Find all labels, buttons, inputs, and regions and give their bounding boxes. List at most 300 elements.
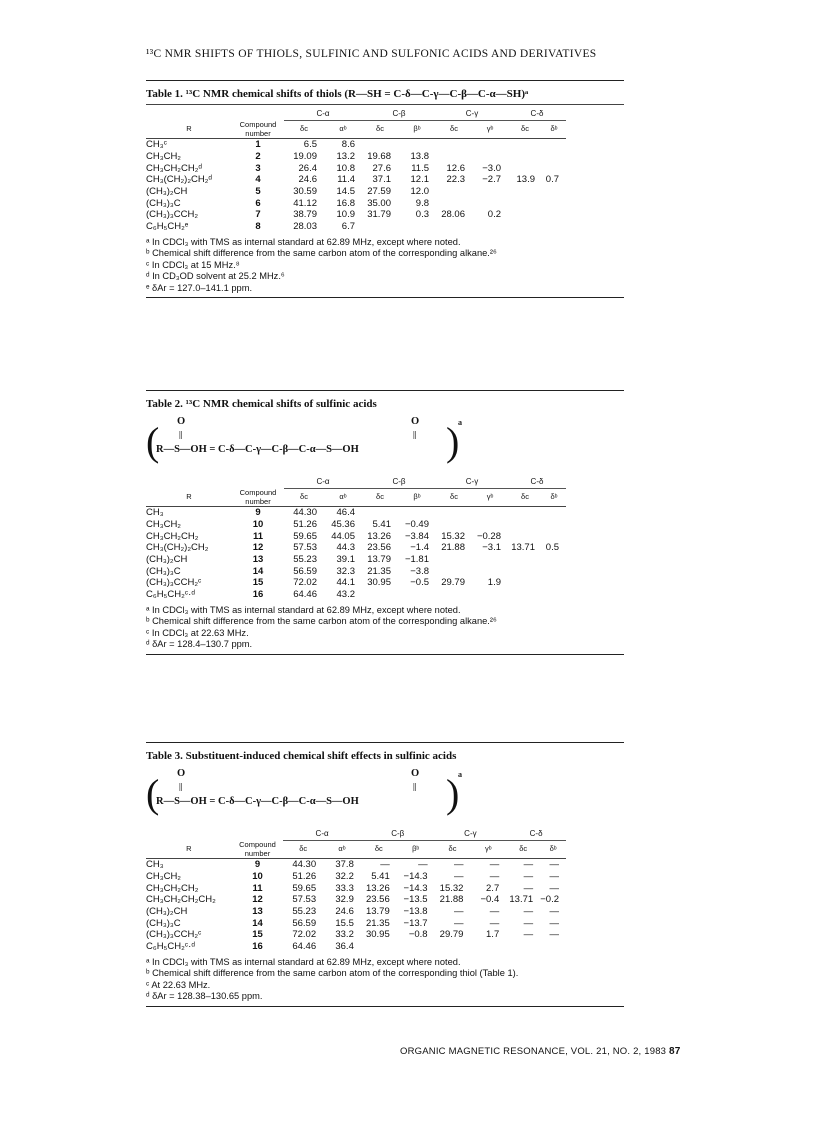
shift-value-cell (506, 941, 540, 953)
column-subheader: δc (508, 121, 542, 139)
shift-value-cell (436, 151, 472, 163)
shift-value-cell (508, 519, 542, 531)
shift-value-cell (361, 941, 397, 953)
shift-value-cell: 0.7 (545, 174, 559, 186)
shift-value-cell: 12.6 (446, 162, 465, 174)
shift-value-cell (470, 941, 506, 953)
shift-value-cell: −0.5 (410, 577, 429, 589)
shift-value-cell: 5.41 (372, 518, 391, 530)
compound-number-header: Compound number (232, 840, 284, 859)
shift-value-cell (542, 186, 566, 198)
page-number: 87 (669, 1046, 681, 1057)
shift-value-cell: — (549, 870, 559, 882)
column-subheader: δc (508, 489, 542, 507)
shift-value-cell: — (453, 859, 464, 871)
shift-value-cell: −3.84 (404, 530, 429, 542)
formula-oxygen-left: O (177, 768, 186, 779)
formula-chain: C-δ—C-γ—C-β—C-α—S—OH (218, 796, 359, 807)
shift-value-cell: 72.02 (292, 929, 317, 941)
table-row (146, 589, 566, 601)
column-group-header: C-α (284, 108, 362, 120)
formula-equals: = (206, 444, 218, 455)
shift-value-cell: 44.30 (293, 507, 317, 519)
shift-value-cell (362, 507, 398, 519)
formula-oxygen-right: O (411, 416, 420, 427)
r-group-header: R (146, 489, 232, 507)
column-subheader: γᵇ (470, 841, 506, 859)
shift-value-cell: — (489, 870, 500, 882)
shift-value-cell: −0.8 (408, 929, 428, 941)
column-subheader: δᵇ (540, 841, 566, 859)
table-top-rule (146, 742, 624, 743)
shift-value-cell: 8.6 (341, 139, 355, 151)
table-row (146, 941, 566, 953)
table-row (146, 519, 566, 531)
shift-value-cell (542, 507, 566, 519)
shift-value-cell: 44.3 (336, 542, 355, 554)
table-row (146, 174, 566, 186)
shift-value-cell: 41.12 (293, 197, 317, 209)
shift-value-cell: −13.7 (403, 917, 428, 929)
column-group-header: C-α (284, 476, 362, 488)
compound-number-cell: 6 (255, 197, 261, 209)
shift-value-cell: 21.88 (441, 542, 465, 554)
table-caption: Table 1. ¹³C NMR chemical shifts of thiols (R—SH = C-δ—C-γ—C-β—C-α—SH)ᵃ (146, 88, 529, 100)
shift-value-cell (397, 941, 435, 953)
shift-value-cell (508, 186, 542, 198)
footnote: ᵇ Chemical shift difference from the same carbon atom of the corresponding thiol (Table 1). (146, 968, 519, 979)
column-subheader: δc (362, 489, 398, 507)
shift-value-cell: 12.1 (410, 174, 429, 186)
table-row (146, 542, 566, 554)
table-row (146, 139, 566, 151)
r-group-cell: CH₃ (146, 859, 164, 871)
right-parenthesis: ) (446, 419, 460, 464)
shift-value-cell: 24.6 (335, 906, 354, 918)
shift-value-cell: — (523, 882, 534, 894)
table-row (146, 198, 566, 210)
r-group-cell: (CH₃)₃C (146, 917, 181, 929)
formula-main-line (156, 796, 359, 807)
table-row (146, 163, 566, 175)
compound-number-cell: 9 (254, 859, 261, 871)
r-group-cell: CH₃CH₂ (146, 518, 181, 530)
formula-chain: C-δ—C-γ—C-β—C-α—S—OH (218, 444, 359, 455)
compound-number-cell: 10 (252, 518, 264, 530)
shift-value-cell (472, 507, 508, 519)
shift-value-cell (472, 186, 508, 198)
footnote: ᶜ At 22.63 MHz. (146, 979, 211, 990)
r-group-cell: CH₃CH₂CH₂ᵈ (146, 162, 202, 174)
shift-value-cell: 0.2 (487, 209, 501, 221)
shift-value-cell: 56.59 (293, 565, 317, 577)
shift-value-cell: 59.65 (292, 882, 317, 894)
sulfinic-acid-formula (146, 764, 624, 828)
column-group-header: C-γ (435, 828, 507, 840)
shift-value-cell: — (489, 917, 500, 929)
shift-value-cell: 16.8 (336, 197, 355, 209)
table-bottom-rule (146, 297, 624, 298)
shift-value-cell (436, 221, 472, 233)
shift-value-cell: −14.3 (403, 870, 428, 882)
shift-value-cell: 64.46 (293, 589, 317, 601)
r-group-cell: CH₃CH₂ (146, 870, 181, 882)
table-bottom-rule (146, 654, 624, 655)
column-subheader: αᵇ (323, 841, 361, 859)
column-subheader: δᵇ (542, 489, 566, 507)
table-row (146, 554, 566, 566)
table-row (146, 151, 566, 163)
table-footnotes (146, 605, 624, 651)
shift-value-cell: 13.26 (365, 882, 390, 894)
footnote: ᵈ In CD₃OD solvent at 25.2 MHz.⁶ (146, 271, 285, 282)
formula-double-bond-left: || (179, 430, 183, 439)
shift-value-cell: 33.3 (335, 882, 354, 894)
compound-number-cell: 16 (252, 941, 263, 953)
shift-value-cell: 32.3 (336, 565, 355, 577)
r-group-header: R (146, 121, 232, 139)
shift-value-cell (508, 221, 542, 233)
shift-value-cell (436, 198, 472, 210)
shift-value-cell: 28.06 (441, 209, 465, 221)
column-group-header: C-β (361, 828, 435, 840)
r-group-header: R (146, 841, 232, 859)
shift-value-cell (472, 519, 508, 531)
shift-value-cell (542, 221, 566, 233)
table-row (146, 566, 566, 578)
shift-value-cell (472, 139, 508, 151)
r-group-cell: C₆H₅CH₂ᶜ·ᵈ (146, 941, 195, 953)
compound-number-cell: 5 (255, 186, 261, 198)
compound-number-cell: 9 (255, 507, 261, 519)
table-row (146, 918, 566, 930)
r-group-cell: (CH₃)₂CH (146, 554, 188, 566)
footnote: ᵉ δAr = 127.0–141.1 ppm. (146, 282, 253, 293)
shift-value-cell: 28.03 (293, 221, 317, 233)
footnote: ᵃ In CDCl₃ with TMS as internal standard at 62.89 MHz, except where noted. (146, 236, 461, 247)
table-row (146, 929, 566, 941)
shift-value-cell: 59.65 (293, 530, 317, 542)
shift-value-cell (436, 589, 472, 601)
compound-number-cell: 16 (252, 589, 264, 601)
shift-value-cell: 13.71 (509, 894, 534, 906)
shift-value-cell: 21.88 (439, 894, 464, 906)
column-subheader: δc (284, 121, 324, 139)
r-group-cell: CH₃CH₂ (146, 150, 181, 162)
shift-value-cell (542, 519, 566, 531)
shift-value-cell: — (380, 859, 390, 871)
nmr-table (146, 108, 566, 233)
shift-value-cell: −0.28 (476, 530, 501, 542)
column-subheader: δc (436, 121, 472, 139)
shift-value-cell: 51.26 (293, 518, 317, 530)
shift-value-cell: 57.53 (292, 894, 317, 906)
column-group-header: C-δ (508, 476, 566, 488)
compound-number-cell: 11 (252, 530, 264, 542)
table-row (146, 507, 566, 519)
compound-number-cell: 12 (252, 894, 263, 906)
shift-value-cell: — (489, 906, 500, 918)
shift-value-cell (542, 554, 566, 566)
left-parenthesis: ( (146, 771, 160, 816)
shift-value-cell (398, 507, 436, 519)
shift-value-cell: 33.2 (335, 929, 354, 941)
shift-value-cell: 15.32 (439, 882, 464, 894)
shift-value-cell (508, 554, 542, 566)
shift-value-cell: — (549, 859, 559, 871)
table-bottom-rule (146, 1006, 624, 1007)
r-group-cell: CH₃(CH₂)₂CH₂ᵈ (146, 174, 213, 186)
footnote: ᵇ Chemical shift difference from the same carbon atom of the corresponding alkane.²⁶ (146, 248, 497, 259)
shift-value-cell: — (549, 906, 559, 918)
shift-value-cell: 9.8 (415, 197, 429, 209)
shift-value-cell: 44.30 (292, 859, 317, 871)
compound-number-cell: 8 (255, 221, 261, 233)
shift-value-cell (436, 139, 472, 151)
shift-value-cell: −14.3 (403, 882, 428, 894)
compound-number-cell: 14 (252, 917, 263, 929)
shift-value-cell (472, 221, 508, 233)
shift-value-cell: 31.79 (367, 209, 391, 221)
shift-value-cell: 37.8 (335, 859, 354, 871)
compound-number-cell: 13 (252, 906, 263, 918)
shift-value-cell: 38.79 (293, 209, 317, 221)
shift-value-cell: 13.9 (516, 174, 535, 186)
shift-value-cell (508, 151, 542, 163)
compound-number-cell: 10 (252, 870, 263, 882)
shift-value-cell (508, 577, 542, 589)
formula-left: R—S—OH (156, 796, 207, 807)
column-subheader: αᵇ (324, 121, 362, 139)
table-row (146, 859, 566, 871)
r-group-cell: CH₃ (146, 507, 164, 519)
shift-value-cell: 64.46 (292, 941, 317, 953)
shift-value-cell (436, 519, 472, 531)
shift-value-cell: 26.4 (298, 162, 317, 174)
shift-value-cell (542, 151, 566, 163)
shift-value-cell: 56.59 (292, 917, 317, 929)
table-row (146, 906, 566, 918)
shift-value-cell: 30.59 (293, 186, 317, 198)
formula-double-bond-right: || (413, 782, 417, 791)
shift-value-cell: −3.1 (482, 542, 501, 554)
shift-value-cell: −13.8 (403, 906, 428, 918)
shift-value-cell: — (489, 859, 500, 871)
compound-number-cell: 13 (252, 554, 264, 566)
r-group-cell: (CH₃)₂CH (146, 906, 188, 918)
sulfinic-acid-formula (146, 412, 624, 476)
shift-value-cell: −2.7 (482, 174, 501, 186)
shift-value-cell (472, 589, 508, 601)
shift-value-cell: −0.4 (480, 894, 500, 906)
shift-value-cell (362, 589, 398, 601)
column-subheader: δᵇ (542, 121, 566, 139)
shift-value-cell: 5.41 (371, 870, 390, 882)
formula-oxygen-left: O (177, 416, 186, 427)
shift-value-cell: 1.9 (487, 577, 501, 589)
shift-value-cell (472, 151, 508, 163)
table-row (146, 209, 566, 221)
shift-value-cell (508, 531, 542, 543)
right-parenthesis: ) (446, 771, 460, 816)
shift-value-cell: 12.0 (410, 186, 429, 198)
shift-value-cell: 35.00 (367, 197, 391, 209)
shift-value-cell (508, 198, 542, 210)
footnote: ᵈ δAr = 128.4–130.7 ppm. (146, 639, 253, 650)
shift-value-cell: 72.02 (293, 577, 317, 589)
shift-value-cell: 21.35 (367, 565, 391, 577)
column-subheader: γᵇ (472, 121, 508, 139)
shift-value-cell: 23.56 (367, 542, 391, 554)
column-subheader: δc (361, 841, 397, 859)
shift-value-cell: — (453, 906, 464, 918)
table-row (146, 894, 566, 906)
shift-value-cell: — (523, 906, 534, 918)
column-group-header: C-δ (506, 828, 566, 840)
table-row (146, 871, 566, 883)
shift-value-cell (542, 198, 566, 210)
shift-value-cell (508, 163, 542, 175)
shift-value-cell: 10.8 (336, 162, 355, 174)
shift-value-cell: — (453, 870, 464, 882)
compound-number-header: Compound number (232, 120, 284, 139)
shift-value-cell: −3.8 (410, 565, 429, 577)
shift-value-cell: 10.9 (336, 209, 355, 221)
r-group-cell: (CH₃)₃CCH₂ᶜ (146, 577, 202, 589)
table-3-block (146, 742, 624, 1007)
formula-footnote-mark: a (458, 418, 462, 427)
shift-value-cell: 51.26 (292, 870, 317, 882)
compound-number-header: Compound number (232, 488, 284, 507)
column-group-header: C-β (362, 108, 436, 120)
compound-number-cell: 7 (255, 209, 261, 221)
shift-value-cell (508, 507, 542, 519)
shift-value-cell: 30.95 (367, 577, 391, 589)
shift-value-cell: 13.2 (336, 150, 355, 162)
r-group-cell: (CH₃)₂CH (146, 186, 188, 198)
shift-value-cell: 11.5 (411, 162, 429, 174)
shift-value-cell: — (549, 882, 559, 894)
shift-value-cell: −13.5 (403, 894, 428, 906)
shift-value-cell: 23.56 (365, 894, 390, 906)
shift-value-cell: — (549, 929, 559, 941)
shift-value-cell: 57.53 (293, 542, 317, 554)
shift-value-cell: 27.59 (367, 186, 391, 198)
compound-number-cell: 12 (252, 542, 264, 554)
shift-value-cell: 0.5 (545, 542, 559, 554)
column-subheader: δc (506, 841, 540, 859)
r-group-cell: (CH₃)₃CCH₂ (146, 209, 199, 221)
compound-number-cell: 1 (255, 139, 261, 151)
shift-value-cell: 6.5 (303, 139, 317, 151)
shift-value-cell: 22.3 (446, 174, 465, 186)
column-subheader: δc (436, 489, 472, 507)
column-subheader: γᵇ (472, 489, 508, 507)
table-footnotes (146, 957, 624, 1003)
table-top-rule (146, 80, 624, 81)
footnote: ᵃ In CDCl₃ with TMS as internal standard at 62.89 MHz, except where noted. (146, 956, 461, 967)
table-2-block (146, 390, 624, 655)
shift-value-cell: 32.2 (335, 870, 354, 882)
journal-info: ORGANIC MAGNETIC RESONANCE, VOL. 21, NO. 2, 1983 (400, 1046, 667, 1057)
column-subheader: δc (435, 841, 471, 859)
column-group-header: C-β (362, 476, 436, 488)
shift-value-cell: — (523, 859, 534, 871)
column-subheader: δc (284, 489, 324, 507)
table-row (146, 221, 566, 233)
footnote: ᵈ δAr = 128.38–130.65 ppm. (146, 991, 263, 1002)
shift-value-cell: 44.05 (331, 530, 355, 542)
formula-main-line (156, 444, 359, 455)
compound-number-cell: 15 (252, 929, 263, 941)
column-subheader: δc (283, 841, 323, 859)
shift-value-cell: — (418, 859, 428, 871)
compound-number-cell: 14 (252, 565, 264, 577)
shift-value-cell (508, 139, 542, 151)
shift-value-cell: 55.23 (292, 906, 317, 918)
formula-left: R—S—OH (156, 444, 207, 455)
shift-value-cell (508, 566, 542, 578)
shift-value-cell (362, 139, 398, 151)
shift-value-cell: — (523, 917, 534, 929)
r-group-cell: (CH₃)₃CCH₂ᶜ (146, 929, 202, 941)
shift-value-cell: 13.71 (511, 542, 535, 554)
nmr-table (146, 476, 566, 601)
shift-value-cell (398, 221, 436, 233)
shift-value-cell: 44.1 (336, 577, 355, 589)
shift-value-cell: 6.7 (341, 221, 355, 233)
shift-value-cell: 19.09 (293, 150, 317, 162)
footnote: ᶜ In CDCl₃ at 22.63 MHz. (146, 627, 249, 638)
table-caption: Table 3. Substituent-induced chemical shift effects in sulfinic acids (146, 750, 457, 762)
caption-rule (146, 104, 624, 105)
shift-value-cell (436, 566, 472, 578)
shift-value-cell: 32.9 (335, 894, 354, 906)
r-group-cell: CH₃CH₂CH₂ (146, 882, 199, 894)
column-group-header: C-γ (436, 476, 508, 488)
column-subheader: βᵇ (397, 841, 435, 859)
r-group-cell: C₆H₅CH₂ᵉ (146, 221, 189, 233)
shift-value-cell: 13.26 (367, 530, 391, 542)
shift-value-cell: 29.79 (439, 929, 464, 941)
left-parenthesis: ( (146, 419, 160, 464)
shift-value-cell: 30.95 (365, 929, 390, 941)
running-head: ¹³C NMR SHIFTS OF THIOLS, SULFINIC AND SULFONIC ACIDS AND DERIVATIVES (146, 48, 597, 60)
footnote: ᵃ In CDCl₃ with TMS as internal standard at 62.89 MHz, except where noted. (146, 604, 461, 615)
shift-value-cell (398, 139, 436, 151)
shift-value-cell: 21.35 (365, 917, 390, 929)
shift-value-cell: 27.6 (372, 162, 391, 174)
nmr-table (146, 828, 566, 953)
shift-value-cell: 13.79 (365, 906, 390, 918)
shift-value-cell: 29.79 (441, 577, 465, 589)
r-group-cell: (CH₃)₃C (146, 565, 181, 577)
shift-value-cell (435, 941, 471, 953)
shift-value-cell: 15.5 (335, 917, 354, 929)
compound-number-cell: 4 (255, 174, 261, 186)
shift-value-cell: 13.8 (410, 150, 429, 162)
column-group-header: C-α (283, 828, 361, 840)
shift-value-cell (436, 186, 472, 198)
table-row (146, 186, 566, 198)
shift-value-cell: 0.3 (415, 209, 429, 221)
column-group-header: C-γ (436, 108, 508, 120)
shift-value-cell: 2.7 (486, 882, 500, 894)
shift-value-cell: 15.32 (441, 530, 465, 542)
table-row (146, 577, 566, 589)
shift-value-cell (472, 566, 508, 578)
shift-value-cell: 55.23 (293, 554, 317, 566)
